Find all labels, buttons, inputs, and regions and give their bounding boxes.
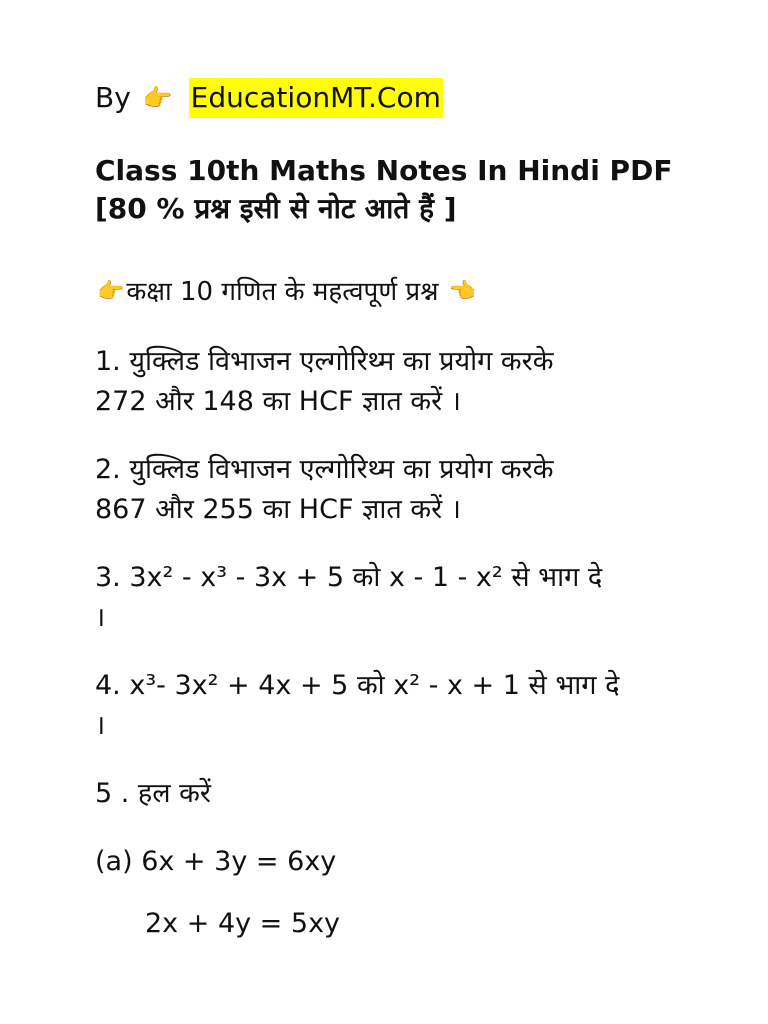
- question-3: [95, 558, 685, 638]
- section-heading-text: कक्षा 10 गणित के महत्वपूर्ण प्रश्न: [126, 277, 439, 307]
- question-5: [95, 774, 685, 814]
- question-1-line-2: 272 और 148 का HCF ज्ञात करें ।: [95, 386, 461, 417]
- page-title: [95, 152, 685, 228]
- equation-a-2: [95, 904, 685, 944]
- byline-prefix: By: [95, 81, 131, 114]
- question-3-line-1: 3. 3x² - x³ - 3x + 5 को x - 1 - x² से भाग दे: [95, 562, 603, 593]
- question-4-line-1: 4. x³- 3x² + 4x + 5 को x² - x + 1 से भाग दे: [95, 670, 620, 701]
- pointing-left-icon: 👈: [448, 279, 476, 304]
- question-2-line-1: 2. युक्लिड विभाजन एल्गोरिथ्म का प्रयोग करके: [95, 454, 554, 485]
- pointing-right-icon: 👉: [97, 279, 125, 304]
- question-1: [95, 342, 685, 422]
- byline: [95, 78, 685, 118]
- question-4-line-2: ।: [95, 710, 106, 741]
- question-2: [95, 450, 685, 530]
- brand-link[interactable]: EducationMT.Com: [189, 78, 443, 118]
- equation-a-1: [95, 842, 685, 882]
- title-line-1: Class 10th Maths Notes In Hindi PDF: [95, 154, 673, 187]
- question-3-line-2: ।: [95, 602, 106, 633]
- question-5-heading: 5 . हल करें: [95, 778, 211, 809]
- question-4: [95, 666, 685, 746]
- pointing-right-icon: 👉: [142, 84, 173, 112]
- document-page: [95, 78, 685, 944]
- section-heading: [95, 272, 685, 312]
- title-line-2: [80 % प्रश्न इसी से नोट आते हैं ]: [95, 192, 457, 225]
- equation-line: 2x + 4y = 5xy: [145, 908, 341, 939]
- question-1-line-1: 1. युक्लिड विभाजन एल्गोरिथ्म का प्रयोग करके: [95, 346, 554, 377]
- question-2-line-2: 867 और 255 का HCF ज्ञात करें ।: [95, 494, 461, 525]
- equation-line: (a) 6x + 3y = 6xy: [95, 846, 337, 877]
